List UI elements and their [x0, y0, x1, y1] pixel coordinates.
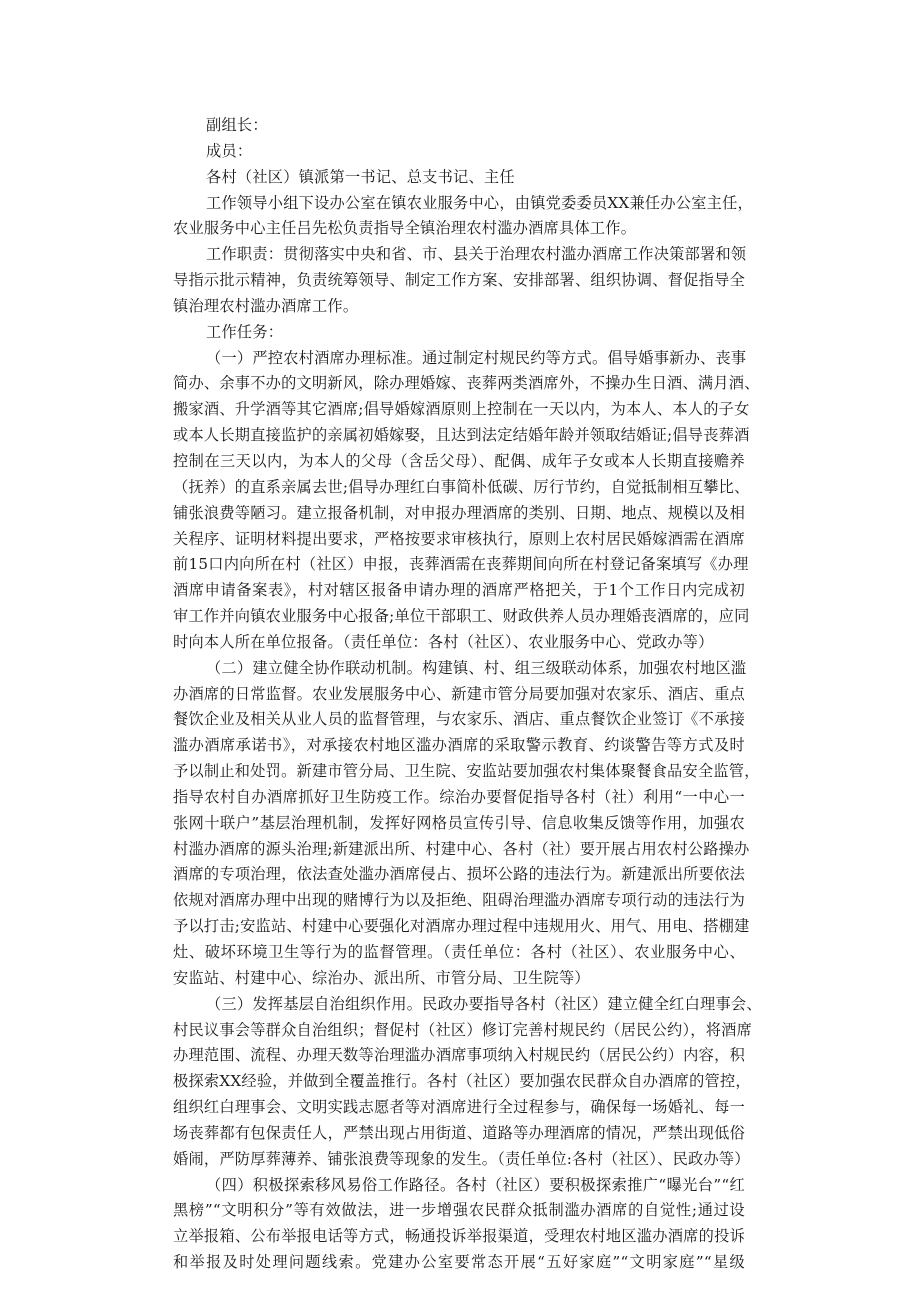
text-line: 酒席的专项治理，依法查处滥办酒席侵占、损坏公路的违法行为。新建派出所要依法 — [173, 865, 745, 884]
text-line: 滥办酒席承诺书》，对承接农村地区滥办酒席的采取警示教育、约谈警告等方式及时 — [173, 736, 745, 755]
text-line: 指导农村自办酒席抓好卫生防疫工作。综治办要督促指导各村（社）利用“一中心一 — [173, 787, 745, 806]
text-line: 各村（社区）镇派第一书记、总支书记、主任 — [206, 167, 515, 186]
text-line: 关程序、证明材料提出要求，严格按要求审核执行，原则上农村居民婚嫁酒需在酒席 — [173, 529, 745, 548]
text-line: 时向本人所在单位报备。（责任单位：各村（社区）、农业服务中心、党政办等） — [173, 632, 714, 651]
text-line: 铺张浪费等陋习。建立报备机制，对申报办理酒席的类别、日期、地点、规模以及相 — [173, 503, 745, 522]
text-line: （二）建立健全协作联动机制。构建镇、村、组三级联动体系，加强农村地区滥 — [206, 658, 747, 677]
text-line: 餐饮企业及相关从业人员的监督管理，与农家乐、酒店、重点餐饮企业签订《不承接 — [173, 710, 745, 729]
text-line: 婚闹，严防厚葬薄养、铺张浪费等现象的发生。（责任单位:各村（社区）、民政办等） — [173, 1149, 750, 1168]
text-line: 极探索XX经验，并做到全覆盖推行。各村（社区）要加强农民群众自办酒席的管控， — [173, 1072, 751, 1091]
text-line: 搬家酒、升学酒等其它酒席;倡导婚嫁酒原则上控制在一天以内，为本人、本人的子女 — [173, 400, 750, 419]
text-line: 予以打击;安监站、村建中心要强化对酒席办理过程中违规用火、用气、用电、搭棚建 — [173, 917, 750, 936]
text-line: 安监站、村建中心、综治办、派出所、市管分局、卫生院等） — [173, 968, 590, 987]
text-line: 简办、余事不办的文明新风，除办理婚嫁、丧葬两类酒席外，不操办生日酒、满月酒、 — [173, 374, 760, 393]
text-line: 工作职责：贯彻落实中央和省、市、县关于治理农村滥办酒席工作决策部署和领 — [206, 245, 747, 264]
text-line: 立举报箱、公布举报电话等方式，畅通投诉举报渠道，受理农村地区滥办酒席的投诉 — [173, 1227, 745, 1246]
text-line: 依规对酒席办理中出现的赌博行为以及拒绝、阻碍治理滥办酒席专项行动的违法行为 — [173, 891, 745, 910]
text-line: 酒席申请备案表》，村对辖区报备申请办理的酒席严格把关，于1个工作日内完成初 — [173, 581, 745, 600]
text-line: 办酒席的日常监督。农业发展服务中心、新建市管分局要加强对农家乐、酒店、重点 — [173, 684, 745, 703]
text-line: 或本人长期直接监护的亲属初婚嫁娶，且达到法定结婚年龄并领取结婚证;倡导丧葬酒 — [173, 426, 750, 445]
text-line: 村滥办酒席的源头治理;新建派出所、村建中心、各村（社）要开展占用农村公路操办 — [173, 839, 750, 858]
text-line: 审工作并向镇农业服务中心报备;单位干部职工、财政供养人员办理婚丧酒席的，应同 — [173, 607, 750, 626]
text-line: 导指示批示精神，负责统筹领导、制定工作方案、安排部署、组织协调、督促指导全 — [173, 271, 745, 290]
text-line: 镇治理农村滥办酒席工作。 — [173, 296, 359, 315]
text-line: 工作领导小组下设办公室在镇农业服务中心，由镇党委委员XX兼任办公室主任， — [206, 193, 753, 212]
text-line: （抚养）的直系亲属去世;倡导办理红白事简朴低碳、厉行节约，自觉抵制相互攀比、 — [173, 477, 750, 496]
text-line: （一）严控农村酒席办理标准。通过制定村规民约等方式。倡导婚事新办、丧事 — [206, 348, 747, 367]
text-line: 张网十联户”基层治理机制，发挥好网格员宣传引导、信息收集反馈等作用，加强农 — [173, 813, 745, 832]
text-line: 和举报及时处理问题线索。党建办公室要常态开展“五好家庭”“文明家庭”“星级 — [173, 1253, 745, 1272]
text-line: 控制在三天以内，为本人的父母（含岳父母）、配偶、成年子女或本人长期直接赡养 — [173, 451, 745, 470]
text-line: 予以制止和处罚。新建市管分局、卫生院、安监站要加强农村集体聚餐食品安全监管， — [173, 762, 760, 781]
text-line: （四）积极探索移风易俗工作路径。各村（社区）要积极探索推广“曝光台”“红 — [206, 1175, 745, 1194]
text-line: 场丧葬都有包保责任人，严禁出现占用街道、道路等办理酒席的情况，严禁出现低俗 — [173, 1123, 745, 1142]
text-line: 黑榜”“文明积分”等有效做法，进一步增强农民群众抵制滥办酒席的自觉性;通过设 — [173, 1201, 745, 1220]
text-line: 村民议事会等群众自治组织；督促村（社区）修订完善村规民约（居民公约），将酒席 — [173, 1020, 753, 1039]
text-line: 工作任务： — [206, 322, 284, 341]
text-line: 成员： — [206, 141, 253, 160]
text-line: 副组长： — [206, 116, 268, 134]
text-line: （三）发挥基层自治组织作用。民政办要指导各村（社区）建立健全红白理事会、 — [206, 994, 762, 1013]
document-page — [173, 113, 762, 1276]
text-line: 办理范围、流程、办理天数等治理滥办酒席事项纳入村规民约（居民公约）内容，积 — [173, 1046, 745, 1065]
text-line: 农业服务中心主任吕先松负责指导全镇治理农村滥办酒席具体工作。 — [173, 219, 637, 238]
text-line: 灶、破坏环境卫生等行为的监督管理。（责任单位：各村（社区）、农业服务中心、 — [173, 943, 745, 961]
text-line: 组织红白理事会、文明实践志愿者等对酒席进行全过程参与，确保每一场婚礼、每一 — [173, 1098, 745, 1117]
text-line: 前15口内向所在村（社区）申报，丧葬酒需在丧葬期间向所在村登记备案填写《办理 — [173, 555, 749, 574]
